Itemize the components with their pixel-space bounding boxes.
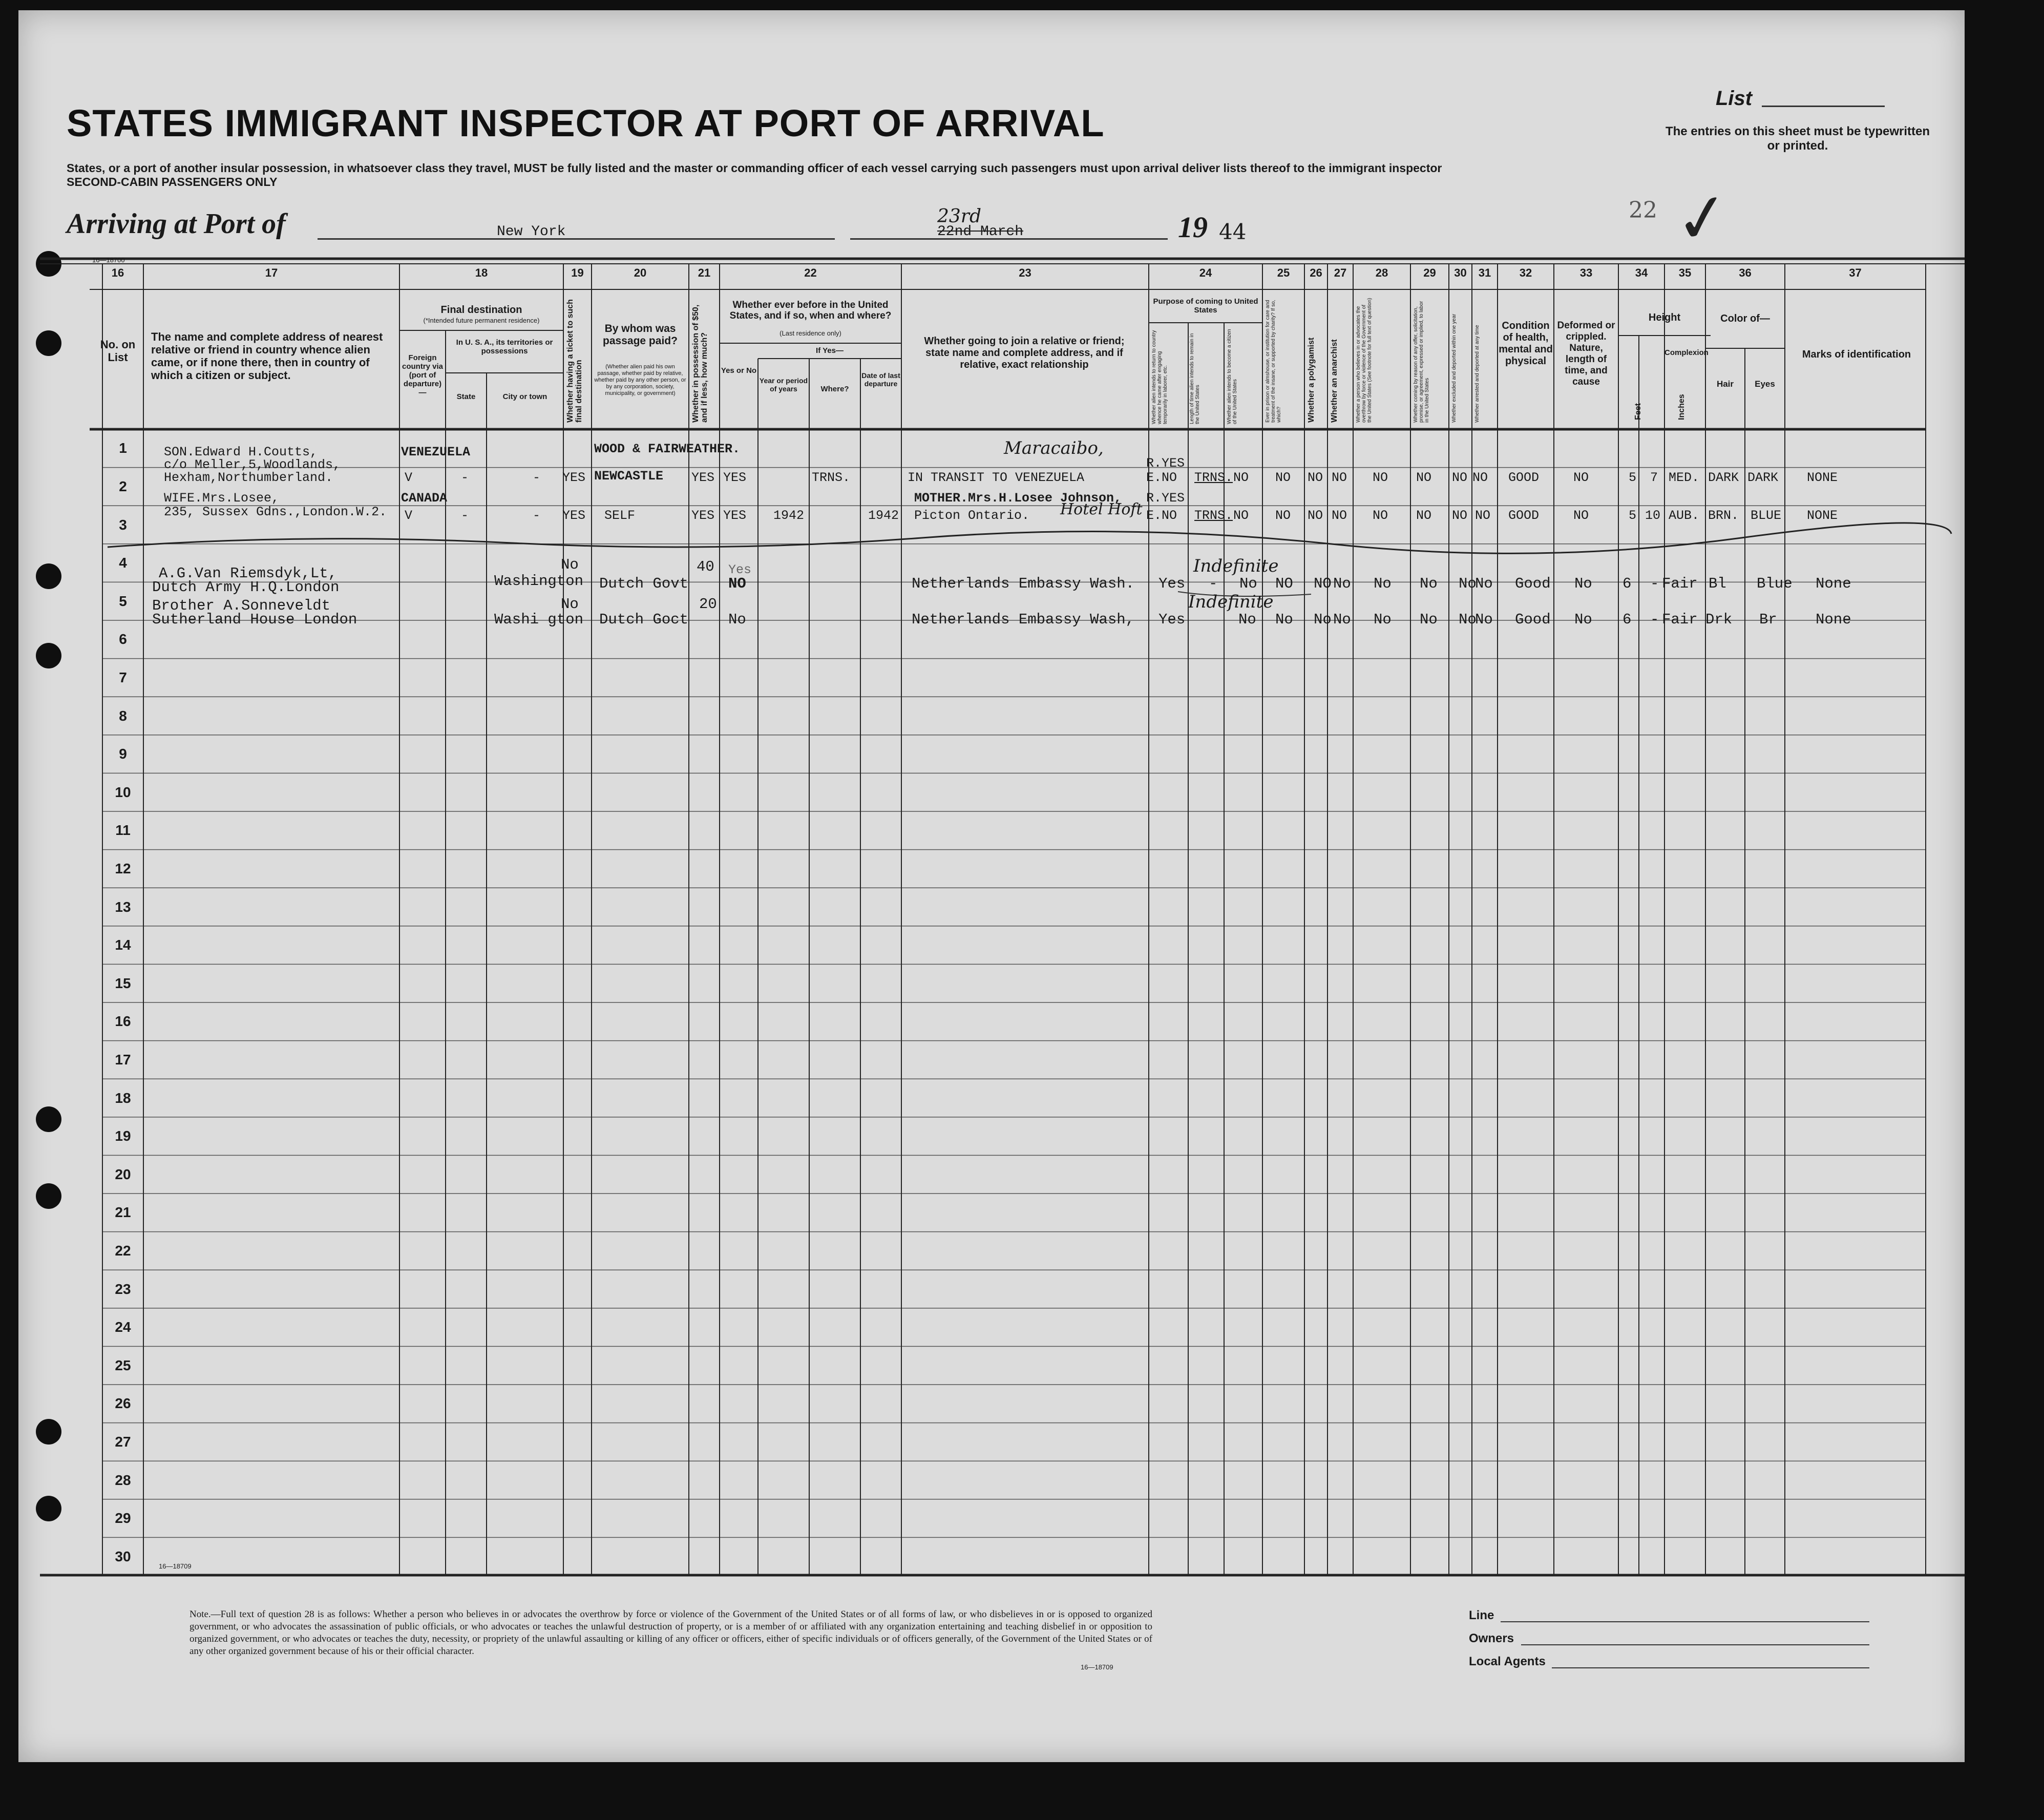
header-ticket: Whether having a ticket to such final destination (566, 299, 583, 423)
row1-citizen: NO (1233, 470, 1249, 485)
row-number: 19 (115, 1128, 131, 1144)
row-number: 20 (115, 1166, 131, 1182)
row4-deformed: No (1574, 575, 1592, 592)
row1-relative-3: Hexham,Northumberland. (164, 470, 333, 485)
row2-citizen: NO (1233, 508, 1249, 523)
row1-feet: 5 (1629, 470, 1637, 485)
row4-polygamist: NO (1314, 575, 1332, 592)
header-inches: Inches (1677, 394, 1686, 420)
header-year-period: Year or period of years (759, 376, 808, 393)
row1-eyes: DARK (1747, 470, 1779, 485)
row4-before: NO (728, 575, 746, 592)
header-final-destination-sub: (*Intended future permanent residence) (423, 317, 540, 324)
row4-city: Washington (494, 573, 584, 590)
row1-before-where: TRNS. (812, 470, 851, 485)
row2-inches: 10 (1645, 508, 1661, 523)
row2-foreign-1: CANADA (401, 491, 448, 506)
row1-excluded: NO (1452, 470, 1468, 485)
row5-before: No (728, 611, 746, 628)
row-number: 24 (115, 1319, 131, 1335)
row4-citizen: No (1239, 575, 1257, 592)
header-fifty-dollars: Whether in possession of $50, and if less, how much? (691, 304, 709, 423)
row2-relative-2: 235, Sussex Gdns.,London.W.2. (164, 505, 387, 519)
row2-relative-1: WIFE.Mrs.Losee, (164, 491, 280, 506)
row4-fifty: 40 (697, 558, 714, 575)
row1-city: - (533, 470, 541, 485)
row-number: 5 (119, 593, 127, 609)
colnum: 18 (475, 266, 488, 279)
row2-joining-2: Picton Ontario. (914, 508, 1030, 523)
row1-hair: DARK (1708, 470, 1739, 485)
row4-excluded: No (1459, 575, 1477, 592)
colnum: 35 (1678, 266, 1692, 279)
colnum: 23 (1019, 266, 1031, 279)
year-printed: 19 (1178, 211, 1208, 244)
instructions-text: States, or a port of another insular possession, in whatsoever class they travel, MUST be fully listed and the master or commanding officer of each vessel carrying such passengers must upon arrival deliver lists thereof to the immigrant inspector (67, 161, 1442, 175)
row2-paid-1: SELF (604, 508, 636, 523)
header-eyes: Eyes (1755, 379, 1775, 389)
row2-ticket: YES (562, 508, 586, 523)
row4-offer: No (1420, 575, 1438, 592)
header-purpose-return: Whether alien intends to return to country whence he came after engaging temporarily in laborer, etc. (1151, 330, 1168, 424)
row2-polygamist: NO (1308, 508, 1323, 523)
row1-marks: NONE (1807, 470, 1838, 485)
row-number: 9 (119, 746, 127, 762)
header-last-departure: Date of last departure (861, 371, 900, 388)
row2-prison: NO (1275, 508, 1291, 523)
row-number: 12 (115, 860, 131, 876)
row1-arrested: NO (1472, 470, 1488, 485)
row-number: 27 (115, 1433, 131, 1450)
row5-arrested: No (1475, 611, 1493, 628)
row4-hair: Bl (1709, 575, 1726, 592)
row1-offer: NO (1416, 470, 1432, 485)
header-relative: The name and complete address of nearest relative or friend in country whence alien came, or if none there, then in country of which a citizen or subject. (151, 330, 383, 382)
row4-ticket: No (561, 556, 579, 573)
row-number: 4 (119, 555, 127, 571)
row2-joining-handwritten: Hotel Hoft (1060, 500, 1143, 518)
row2-anarchist: NO (1332, 508, 1347, 523)
row-number: 28 (115, 1472, 131, 1488)
header-purpose: Purpose of coming to United States (1153, 297, 1258, 315)
row-number: 13 (115, 898, 131, 915)
header-passage-paid-sub: (Whether alien paid his own passage, whether paid by relative, whether paid by any other person, or by any corporation, society, municipality, or government) (594, 364, 686, 396)
row5-health: Good (1515, 611, 1551, 628)
row-number: 10 (115, 784, 131, 800)
page-title: STATES IMMIGRANT INSPECTOR AT PORT OF ARRIVAL (67, 102, 1105, 144)
row2-health: GOOD (1508, 508, 1540, 523)
form-code-note: 16—18709 (1081, 1663, 1113, 1671)
row2-purpose-2: E.NO (1146, 508, 1177, 523)
row2-length: TRNS. (1194, 508, 1233, 523)
row5-hair: Drk (1705, 611, 1733, 628)
row1-deformed: NO (1573, 470, 1589, 485)
row4-purpose: Yes (1158, 575, 1186, 592)
colnum: 31 (1478, 266, 1491, 279)
row-number: 21 (115, 1204, 131, 1221)
header-prison: Ever in prison or almshouse, or institution for care and treatment of the insane, or supported by charity? If so, which? (1265, 300, 1282, 423)
row1-paid-2: NEWCASTLE (594, 469, 664, 484)
row-number: 3 (119, 516, 127, 533)
owners-field (1521, 1644, 1869, 1645)
date-handwritten: 23rd (937, 206, 982, 227)
colnum: 16 (111, 266, 124, 279)
row1-polygamist: NO (1308, 470, 1323, 485)
header-passage-paid: By whom was passage paid? (603, 323, 678, 347)
row-number: 1 (119, 440, 127, 456)
handwritten-number: 22 (1629, 197, 1657, 223)
row4-marks: None (1816, 575, 1851, 592)
row5-ticket: No (561, 596, 579, 613)
row5-offer: No (1420, 611, 1438, 628)
header-final-destination: Final destination (440, 304, 522, 316)
row2-state: - (461, 508, 469, 523)
row1-length: TRNS. (1194, 470, 1233, 485)
header-offer: Whether coming by reason of any offer, solicitation, promise, or agreement, expressed or implied, to labor in the United States (1413, 301, 1430, 423)
row4-length: - (1209, 575, 1218, 592)
row4-inches: - (1650, 575, 1659, 592)
row1-overthrow: NO (1373, 470, 1388, 485)
row-number: 22 (115, 1242, 131, 1259)
row-number: 16 (115, 1013, 131, 1030)
header-foreign-country: Foreign country via (port of departure)— (402, 353, 444, 397)
row1-state: - (461, 470, 469, 485)
header-polygamist: Whether a polygamist (1307, 337, 1316, 423)
row2-overthrow: NO (1373, 508, 1388, 523)
header-ever-before: Whether ever before in the United States, and if so, when and where? (729, 300, 892, 321)
row-number: 14 (115, 937, 131, 953)
row4-anarchist: No (1333, 575, 1351, 592)
colnum: 22 (804, 266, 817, 279)
row5-overthrow: No (1374, 611, 1392, 628)
row-number: 15 (115, 975, 131, 991)
row1-joining-1: IN TRANSIT TO VENEZUELA (908, 470, 1085, 485)
row4-prison: NO (1275, 575, 1293, 592)
line-label: Line (1469, 1608, 1494, 1622)
header-purpose-citizen: Whether alien intends to become a citizen of the United States (1227, 329, 1238, 424)
entries-note: The entries on this sheet must be typewritten or printed. (1665, 124, 1930, 153)
header-if-yes: If Yes— (816, 346, 844, 355)
form-code-bottom: 16—18709 (159, 1562, 192, 1570)
colnum: 30 (1454, 266, 1467, 279)
check-mark-icon: ✓ (1669, 176, 1736, 261)
row4-arrested: No (1475, 575, 1493, 592)
header-joining: Whether going to join a relative or friend; state name and complete address, and if relative, exact relationship (924, 336, 1125, 370)
header-ever-before-sub: (Last residence only) (779, 329, 841, 337)
row5-citizen: No (1238, 611, 1256, 628)
header-deformed: Deformed or crippled. Nature, length of time, and cause (1557, 320, 1615, 387)
row4-joining: Netherlands Embassy Wash. (912, 575, 1135, 592)
colnum: 34 (1635, 266, 1648, 279)
row-number: 11 (115, 822, 131, 839)
header-no-on-list: No. on List (100, 338, 136, 364)
colnum: 24 (1199, 266, 1212, 279)
header-height: Height (1648, 312, 1681, 323)
row2-hair: BRN. (1708, 508, 1739, 523)
row4-feet: 6 (1622, 575, 1632, 592)
header-hair: Hair (1716, 379, 1734, 389)
header-excluded: Whether excluded and deported within one year (1451, 313, 1457, 423)
row5-relative-2: Sutherland House London (152, 611, 357, 628)
cabin-class: SECOND-CABIN PASSENGERS ONLY (67, 175, 278, 189)
row-number: 7 (119, 669, 127, 685)
row4-relative-2: Dutch Army H.Q.London (152, 579, 340, 596)
row-number: 6 (119, 631, 127, 647)
header-where: Where? (820, 385, 849, 393)
colnum: 32 (1519, 266, 1532, 279)
row2-foreign-2: V (405, 508, 413, 523)
row5-feet: 6 (1622, 611, 1632, 628)
row1-paid-1: WOOD & FAIRWEATHER. (594, 442, 741, 456)
row4-relative-1: A.G.Van Riemsdyk,Lt, (159, 565, 338, 582)
header-complexion: Complexion (1664, 348, 1709, 357)
colnum: 19 (571, 266, 584, 279)
header-purpose-length: Length of time alien intends to remain in the United States (1189, 333, 1200, 424)
row1-foreign-1: VENEZUELA (401, 445, 471, 459)
row5-relative-1: Brother A.Sonneveldt (152, 597, 331, 614)
colnum: 33 (1579, 266, 1593, 279)
row1-purpose-2: E.NO (1146, 470, 1177, 485)
row5-length-handwritten: Indefinite (1188, 592, 1274, 612)
row5-prison: No (1275, 611, 1293, 628)
row2-marks: NONE (1807, 508, 1838, 523)
year-handwritten: 44 (1219, 219, 1247, 244)
row2-eyes: BLUE (1751, 508, 1782, 523)
row5-purpose: Yes (1158, 611, 1186, 628)
header-state: State (456, 392, 476, 401)
row1-health: GOOD (1508, 470, 1540, 485)
row5-excluded: No (1459, 611, 1477, 628)
colnum: 25 (1277, 266, 1290, 279)
row-number: 8 (119, 707, 127, 724)
row2-excluded: NO (1452, 508, 1468, 523)
row-number: 2 (119, 478, 127, 494)
date-value: 22nd March (937, 224, 1024, 240)
row5-city: Washi gton (494, 611, 584, 628)
row-number: 26 (115, 1395, 131, 1412)
colnum: 17 (265, 266, 278, 279)
row5-anarchist: No (1333, 611, 1351, 628)
row1-complexion: MED. (1669, 470, 1700, 485)
form-code-top: 16—18700 (92, 256, 125, 264)
row1-before: YES (723, 470, 747, 485)
colnum: 26 (1310, 266, 1322, 279)
row-number: 29 (115, 1510, 131, 1526)
line-field (1501, 1621, 1869, 1622)
row-number: 23 (115, 1281, 131, 1297)
local-agents-field (1552, 1667, 1869, 1668)
row5-joining: Netherlands Embassy Wash, (912, 611, 1135, 628)
footnote-question-28: Note.—Full text of question 28 is as follows: Whether a person who believes in or advocates the overthrow by force or violence of the Government of the United States or of all forms of law, or who disbelieves in or is opposed to organized government, or who advocates the assassination of public officials, or who advocates or teaches the unlawful destruction of property, or is a member of or affiliated with any organization entertaining and teaching disbelief in or opposition to organized government, or who advocates or teaches the duty, necessity, or propriety of the unlawful assaulting or killing of any officer or officers, either of specific individuals or of officers generally, of the Government of the United States or of any other organized government because of his or their official character. (189, 1609, 1152, 1657)
row4-before-struck: Yes (728, 562, 752, 577)
row1-anarchist: NO (1332, 470, 1347, 485)
row4-paid: Dutch Govt (599, 575, 689, 592)
row2-deformed: NO (1573, 508, 1589, 523)
local-agents-label: Local Agents (1469, 1655, 1546, 1668)
owners-label: Owners (1469, 1631, 1514, 1645)
header-city: City or town (502, 392, 547, 401)
row5-marks: None (1816, 611, 1851, 628)
row-number: 30 (115, 1548, 131, 1564)
row1-purpose-1: R.YES (1146, 456, 1185, 471)
port-value: New York (497, 224, 566, 240)
header-feet: Feet (1634, 403, 1642, 420)
header-yes-or-no: Yes or No (721, 366, 757, 375)
row1-ticket: YES (562, 470, 586, 485)
row5-polygamist: No (1314, 611, 1332, 628)
header-usa: In U. S. A., its territories or possessions (456, 338, 553, 355)
row4-overthrow: No (1374, 575, 1392, 592)
colnum: 37 (1849, 266, 1862, 279)
row2-before: YES (723, 508, 747, 523)
row4-health: Good (1515, 575, 1551, 592)
row2-purpose-1: R.YES (1146, 491, 1185, 506)
colnum: 28 (1375, 266, 1388, 279)
arriving-label: Arriving at Port of (67, 208, 286, 240)
row-number: 17 (115, 1051, 131, 1068)
header-health: Condition of health, mental and physical (1499, 320, 1553, 367)
row1-foreign-2: V (405, 470, 413, 485)
row5-complexion: Fair (1662, 611, 1698, 628)
row4-length-handwritten: Indefinite (1193, 556, 1279, 576)
list-label: List (1716, 87, 1753, 110)
row-number: 18 (115, 1090, 131, 1106)
row5-fifty: 20 (699, 596, 717, 613)
row5-paid: Dutch Goct (599, 611, 689, 628)
colnum: 21 (698, 266, 711, 279)
colnum: 27 (1334, 266, 1347, 279)
row2-city: - (533, 508, 541, 523)
colnum: 36 (1739, 266, 1752, 279)
header-arrested: Whether arrested and deported at any time (1474, 325, 1480, 423)
colnum: 29 (1423, 266, 1436, 279)
row4-eyes: Blue (1757, 575, 1793, 592)
row2-complexion: AUB. (1669, 508, 1700, 523)
row5-eyes: Br (1759, 611, 1777, 628)
row1-relative-1: SON.Edward H.Coutts, (164, 445, 318, 459)
colnum: 20 (634, 266, 647, 279)
row2-joining-1: MOTHER.Mrs.H.Losee Johnson, (914, 491, 1122, 506)
row1-inches: 7 (1650, 470, 1658, 485)
row5-deformed: No (1574, 611, 1592, 628)
row1-fifty: YES (691, 470, 715, 485)
row1-prison: NO (1275, 470, 1291, 485)
header-color: Color of— (1720, 313, 1770, 324)
row1-joining-handwritten: Maracaibo, (1004, 438, 1104, 458)
row4-complexion: Fair (1662, 575, 1698, 592)
row2-feet: 5 (1629, 508, 1637, 523)
row5-inches: - (1650, 611, 1659, 628)
header-anarchist: Whether an anarchist (1330, 339, 1339, 423)
row2-arrested: NO (1475, 508, 1491, 523)
row2-offer: NO (1416, 508, 1432, 523)
header-marks: Marks of identification (1802, 349, 1911, 360)
row2-before-date: 1942 (868, 508, 899, 523)
header-overthrow: Whether a person who believes in or advocates the overthrow by force or violence of the Government of the United States (See footnote for full text of question) (1356, 298, 1373, 423)
row1-relative-2: c/o Meller,5,Woodlands, (164, 457, 341, 472)
row-number: 25 (115, 1357, 131, 1373)
row2-before-year: 1942 (773, 508, 805, 523)
row2-fifty: YES (691, 508, 715, 523)
